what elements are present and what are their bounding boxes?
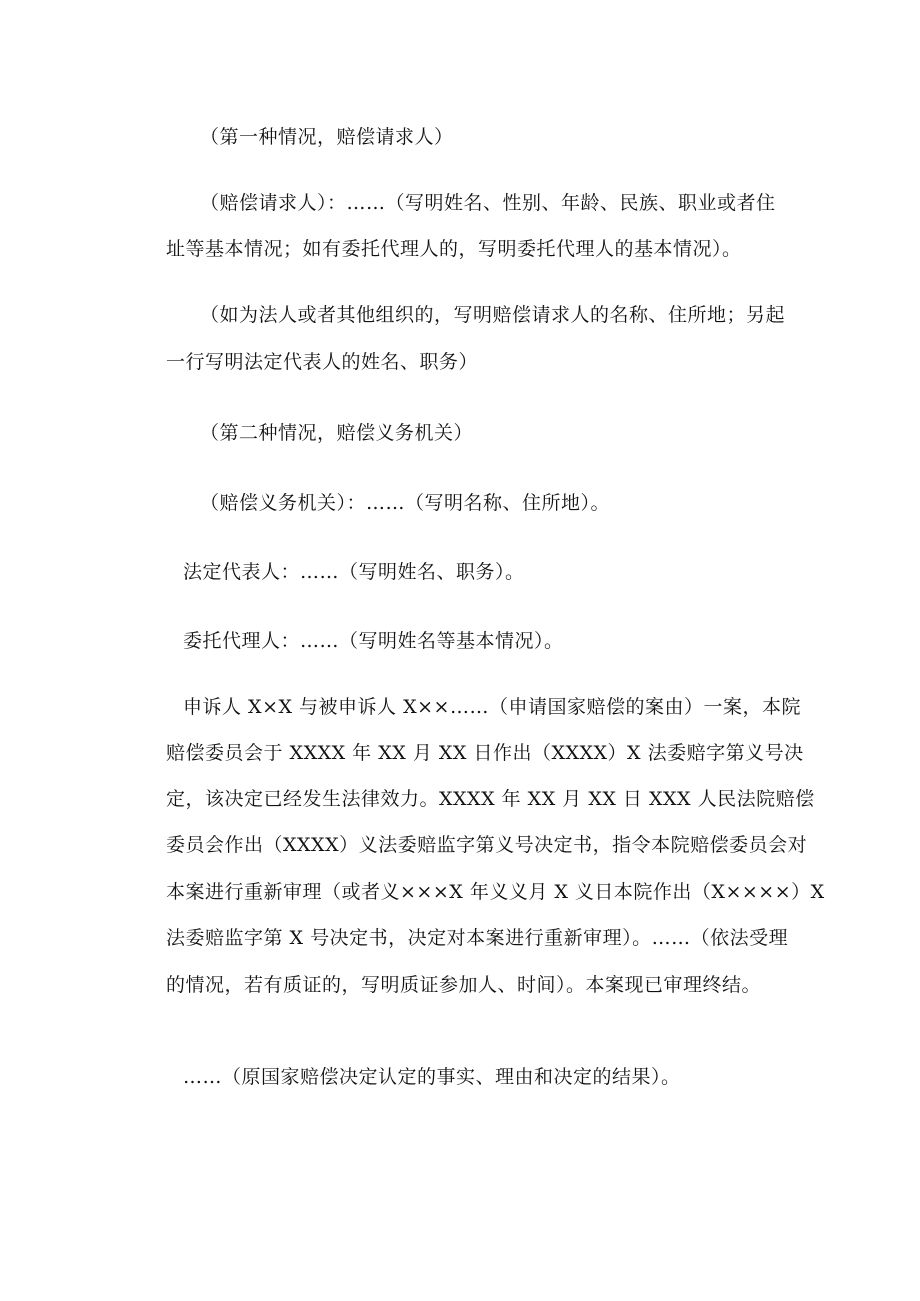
original-decision-paragraph: ……（原国家赔偿决定认定的事实、理由和决定的结果）。: [183, 1066, 681, 1088]
legal-representative-line: 法定代表人：……（写明姓名、职务）。: [183, 561, 525, 583]
case-paragraph-line-3: 定，该决定已经发生法律效力。XXXX 年 XX 月 XX 日 XXX 人民法院赔偿: [166, 788, 815, 810]
case-paragraph-line-7: 的情况，若有质证的，写明质证参加人、时间）。本案现已审理终结。: [166, 974, 762, 996]
entrusted-agent-line: 委托代理人：……（写明姓名等基本情况）。: [183, 630, 564, 652]
obligor-paragraph: （赔偿义务机关）：……（写明名称、住所地）。: [200, 492, 611, 514]
section-heading-claimant: （第一种情况，赔偿请求人）: [200, 126, 454, 148]
claimant-paragraph-line-2: 址等基本情况；如有委托代理人的，写明委托代理人的基本情况）。: [166, 238, 742, 260]
legal-person-paragraph-line-1: （如为法人或者其他组织的，写明赔偿请求人的名称、住所地；另起: [200, 304, 786, 326]
case-paragraph-line-4: 委员会作出（XXXX）义法委赔监字第义号决定书，指令本院赔偿委员会对: [166, 834, 808, 856]
case-paragraph-line-1: 申诉人 X×X 与被申诉人 X××……（申请国家赔偿的案由）一案，本院: [183, 696, 801, 718]
section-heading-obligor: （第二种情况，赔偿义务机关）: [200, 422, 474, 444]
case-paragraph-line-5: 本案进行重新审理（或者义×××X 年义义月 X 义日本院作出（X××××）X: [166, 881, 825, 903]
legal-person-paragraph-line-2: 一行写明法定代表人的姓名、职务）: [166, 351, 479, 373]
claimant-paragraph-line-1: （赔偿请求人）：……（写明姓名、性别、年龄、民族、职业或者住: [200, 192, 776, 214]
case-paragraph-line-6: 法委赔监字第 X 号决定书，决定对本案进行重新审理）。……（依法受理: [166, 927, 789, 949]
case-paragraph-line-2: 赔偿委员会于 XXXX 年 XX 月 XX 日作出（XXXX）X 法委赔字第义号决: [166, 742, 804, 764]
